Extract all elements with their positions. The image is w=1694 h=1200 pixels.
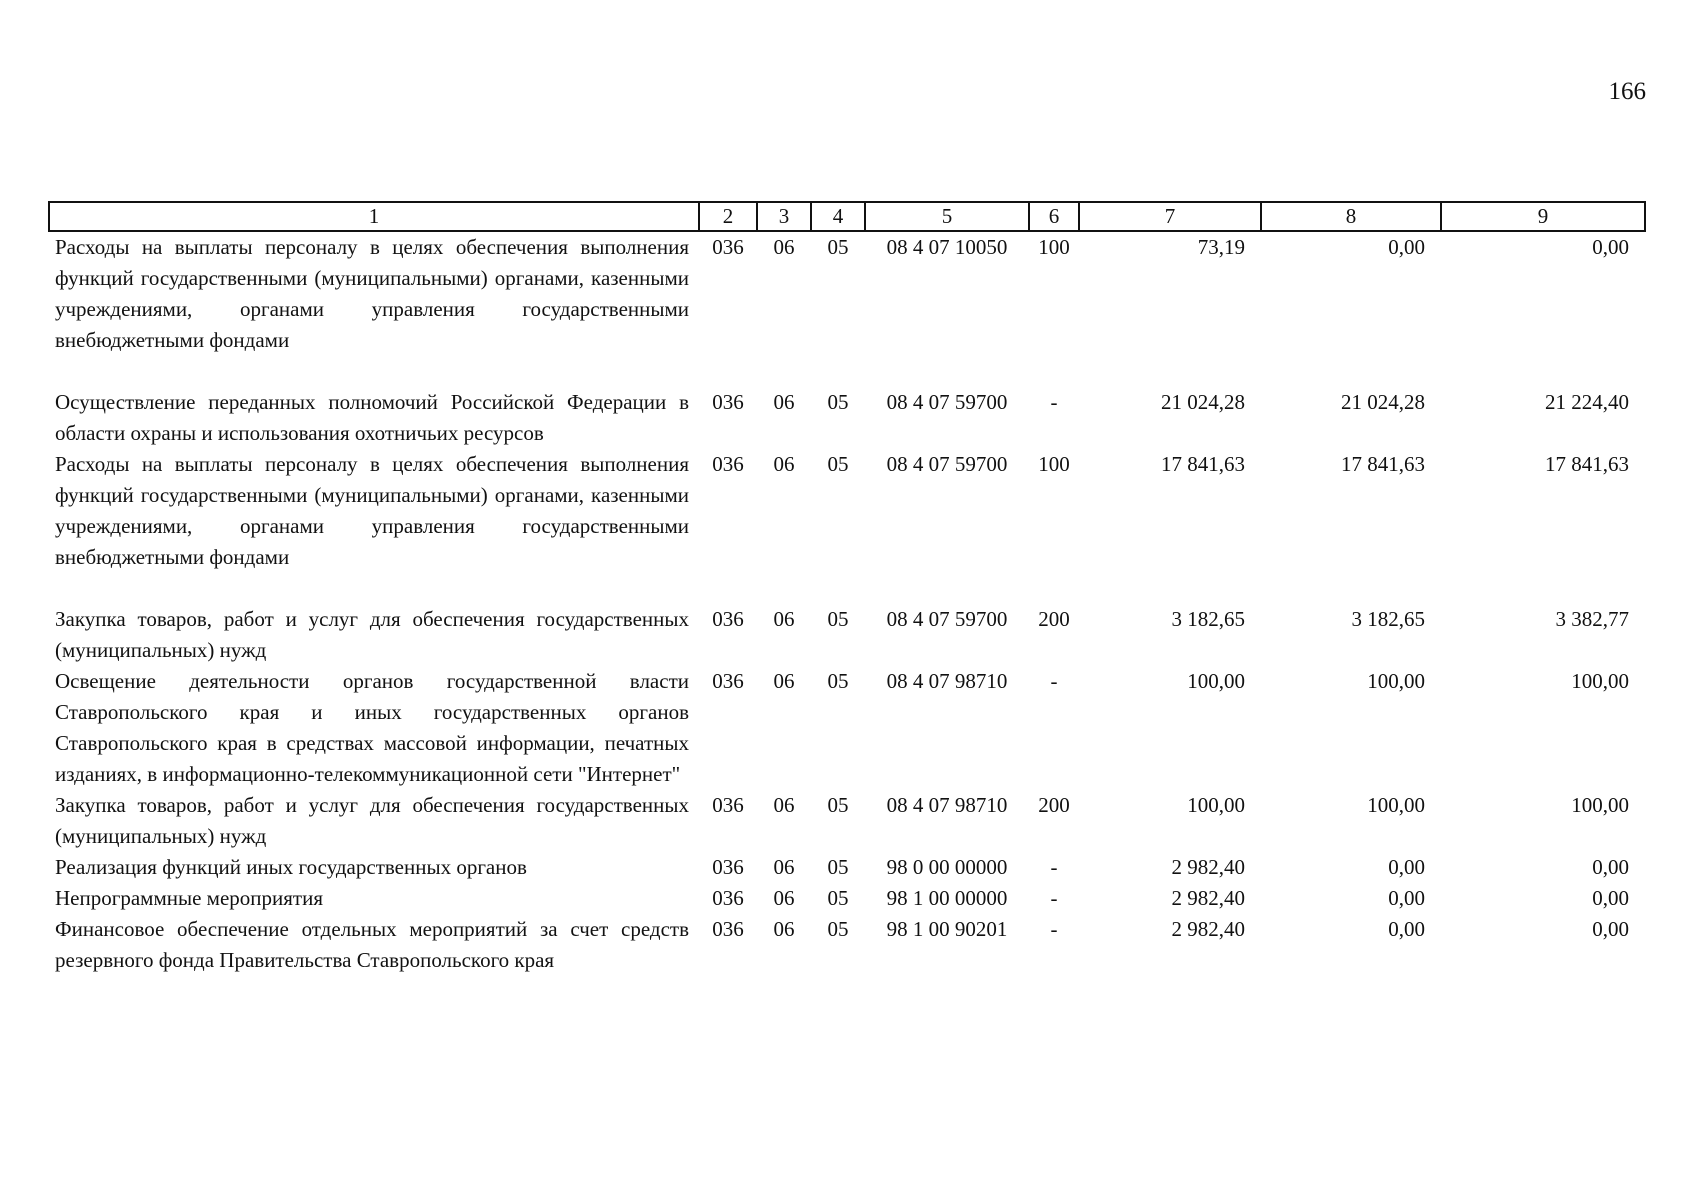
table-row <box>49 387 1645 449</box>
target-article-code: 08 4 07 59700 <box>886 390 1008 414</box>
section-code: 06 <box>773 886 795 910</box>
target-article-code: 08 4 07 10050 <box>886 235 1008 259</box>
amount-col-8: 0,00 <box>1388 855 1425 879</box>
amount-col-9: 17 841,63 <box>1545 452 1629 476</box>
amount-col-7: 3 182,65 <box>1171 607 1245 631</box>
table-row <box>49 449 1645 604</box>
row-description: Освещение деятельности органов государственной власти Ставропольского края и иных государственных органов Ставропольского края в средствах массовой информации, печатных изданиях, в информационно-телекоммуникационной сети "Интернет" <box>55 669 689 786</box>
ministry-code: 036 <box>712 390 744 414</box>
amount-col-9: 3 382,77 <box>1555 607 1629 631</box>
amount-col-7: 100,00 <box>1187 793 1245 817</box>
amount-col-7: 100,00 <box>1187 669 1245 693</box>
column-header: 2 <box>699 202 757 231</box>
target-article-code: 08 4 07 59700 <box>886 452 1008 476</box>
subsection-code: 05 <box>827 669 849 693</box>
budget-table <box>48 201 1646 976</box>
subsection-code: 05 <box>827 855 849 879</box>
amount-col-9: 0,00 <box>1592 235 1629 259</box>
header-row <box>49 202 1645 231</box>
target-article-code: 08 4 07 98710 <box>886 669 1008 693</box>
amount-col-8: 0,00 <box>1388 917 1425 941</box>
amount-col-8: 100,00 <box>1367 793 1425 817</box>
amount-col-8: 3 182,65 <box>1351 607 1425 631</box>
amount-col-9: 0,00 <box>1592 886 1629 910</box>
expense-type-code: 200 <box>1038 607 1070 631</box>
amount-col-8: 100,00 <box>1367 669 1425 693</box>
section-code: 06 <box>773 669 795 693</box>
amount-col-7: 2 982,40 <box>1171 917 1245 941</box>
subsection-code: 05 <box>827 390 849 414</box>
amount-col-7: 21 024,28 <box>1161 390 1245 414</box>
amount-col-9: 100,00 <box>1571 793 1629 817</box>
amount-col-7: 73,19 <box>1197 235 1245 259</box>
row-description: Непрограммные мероприятия <box>55 886 323 910</box>
amount-col-7: 2 982,40 <box>1171 886 1245 910</box>
expense-type-code: - <box>1050 917 1058 941</box>
table-row <box>49 666 1645 790</box>
amount-col-8: 0,00 <box>1388 886 1425 910</box>
amount-col-9: 100,00 <box>1571 669 1629 693</box>
amount-col-8: 17 841,63 <box>1341 452 1425 476</box>
ministry-code: 036 <box>712 917 744 941</box>
target-article-code: 98 0 00 00000 <box>886 855 1008 879</box>
ministry-code: 036 <box>712 855 744 879</box>
column-header: 5 <box>865 202 1029 231</box>
section-code: 06 <box>773 235 795 259</box>
table-row <box>49 231 1645 387</box>
expense-type-code: - <box>1050 855 1058 879</box>
subsection-code: 05 <box>827 886 849 910</box>
row-description: Осуществление переданных полномочий Российской Федерации в области охраны и использования охотничьих ресурсов <box>55 390 689 445</box>
row-description: Закупка товаров, работ и услуг для обеспечения государственных (муниципальных) нужд <box>55 793 689 848</box>
table-row <box>49 852 1645 883</box>
amount-col-9: 0,00 <box>1592 855 1629 879</box>
expense-type-code: 200 <box>1038 793 1070 817</box>
expense-type-code: - <box>1050 390 1058 414</box>
subsection-code: 05 <box>827 793 849 817</box>
column-header: 4 <box>811 202 865 231</box>
target-article-code: 98 1 00 00000 <box>886 886 1008 910</box>
amount-col-9: 21 224,40 <box>1545 390 1629 414</box>
amount-col-7: 2 982,40 <box>1171 855 1245 879</box>
column-header: 7 <box>1079 202 1261 231</box>
expense-type-code: - <box>1050 886 1058 910</box>
section-code: 06 <box>773 390 795 414</box>
expense-type-code: - <box>1050 669 1058 693</box>
table-row <box>49 790 1645 852</box>
table-row <box>49 883 1645 914</box>
target-article-code: 08 4 07 98710 <box>886 793 1008 817</box>
section-code: 06 <box>773 793 795 817</box>
subsection-code: 05 <box>827 452 849 476</box>
row-description: Реализация функций иных государственных органов <box>55 855 527 879</box>
section-code: 06 <box>773 452 795 476</box>
page-number: 166 <box>1608 78 1646 105</box>
ministry-code: 036 <box>712 886 744 910</box>
column-header: 8 <box>1261 202 1441 231</box>
expense-type-code: 100 <box>1038 235 1070 259</box>
amount-col-8: 0,00 <box>1388 235 1425 259</box>
subsection-code: 05 <box>827 917 849 941</box>
section-code: 06 <box>773 855 795 879</box>
row-description: Финансовое обеспечение отдельных мероприятий за счет средств резервного фонда Правительства Ставропольского края <box>55 917 689 972</box>
amount-col-7: 17 841,63 <box>1161 452 1245 476</box>
subsection-code: 05 <box>827 235 849 259</box>
target-article-code: 08 4 07 59700 <box>886 607 1008 631</box>
section-code: 06 <box>773 607 795 631</box>
subsection-code: 05 <box>827 607 849 631</box>
target-article-code: 98 1 00 90201 <box>886 917 1008 941</box>
expense-type-code: 100 <box>1038 452 1070 476</box>
row-description: Расходы на выплаты персоналу в целях обеспечения выполнения функций государственными (муниципальными) органами, казенными учреждениями, органами управления государственными внебюджетными фондами <box>55 235 689 352</box>
ministry-code: 036 <box>712 452 744 476</box>
ministry-code: 036 <box>712 235 744 259</box>
column-header: 9 <box>1441 202 1645 231</box>
amount-col-8: 21 024,28 <box>1341 390 1425 414</box>
ministry-code: 036 <box>712 607 744 631</box>
ministry-code: 036 <box>712 793 744 817</box>
row-description: Закупка товаров, работ и услуг для обеспечения государственных (муниципальных) нужд <box>55 607 689 662</box>
section-code: 06 <box>773 917 795 941</box>
table-row <box>49 914 1645 976</box>
ministry-code: 036 <box>712 669 744 693</box>
column-header: 6 <box>1029 202 1079 231</box>
column-header: 3 <box>757 202 811 231</box>
amount-col-9: 0,00 <box>1592 917 1629 941</box>
row-description: Расходы на выплаты персоналу в целях обеспечения выполнения функций государственными (муниципальными) органами, казенными учреждениями, органами управления государственными внебюджетными фондами <box>55 452 689 569</box>
table-row <box>49 604 1645 666</box>
column-header: 1 <box>49 202 699 231</box>
